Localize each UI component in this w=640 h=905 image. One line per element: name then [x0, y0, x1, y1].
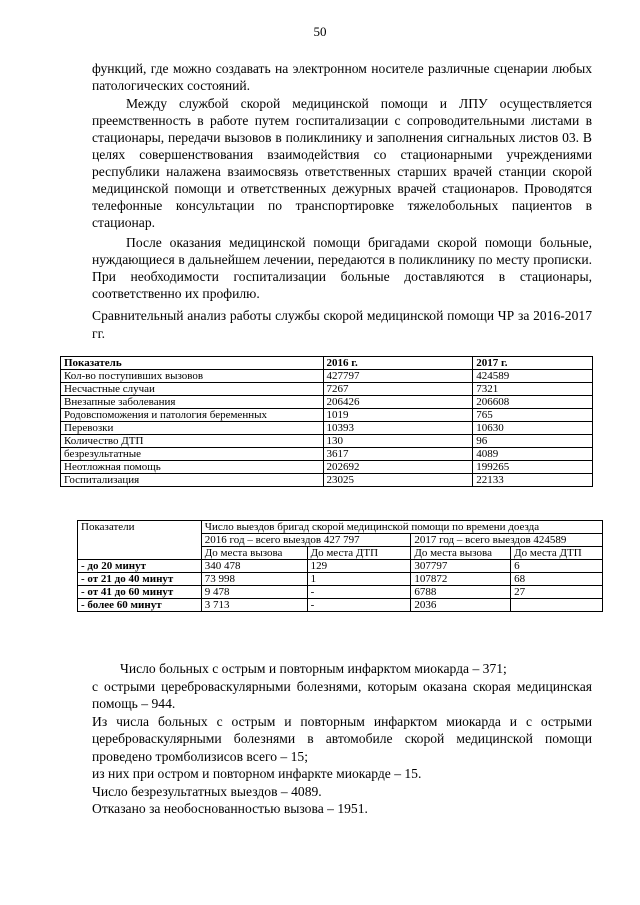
summary-line: Число больных с острым и повторным инфарктом миокарда – 371; [120, 661, 507, 676]
table-cell: - до 20 минут [78, 560, 202, 573]
table-row [61, 435, 593, 448]
summary-line: с острыми цереброваскулярными болезнями, которым оказана скорая медицинская помощь – 944. [92, 678, 592, 711]
table-header-cell: 2016 г. [323, 357, 473, 370]
table-cell: 206426 [323, 396, 473, 409]
table-cell: Госпитализация [61, 474, 324, 487]
summary-line: Число безрезультатных выездов – 4089. [92, 783, 322, 799]
table-cell: 10393 [323, 422, 473, 435]
table-row [61, 409, 593, 422]
summary-block [92, 660, 592, 818]
table-cell: 107872 [411, 573, 511, 586]
table-cell: 10630 [473, 422, 593, 435]
comparison-heading: Сравнительный анализ работы службы скорой медицинской помощи ЧР за 2016-2017 гг. [92, 308, 592, 341]
table-row [61, 448, 593, 461]
table-cell [511, 599, 603, 612]
table-row [61, 474, 593, 487]
table-row [78, 586, 603, 599]
paragraph-after-care: После оказания медицинской помощи бригадами скорой помощи больные, нуждающиеся в дальнейшем лечении, передаются в поликлинику по месту прописки. При необходимости госпитализации больные доставляются в стационары, соответственно их профилю. [92, 235, 592, 301]
table-cell: 7321 [473, 383, 593, 396]
table-cell: - более 60 минут [78, 599, 202, 612]
table-cell: 2036 [411, 599, 511, 612]
table-cell: 3617 [323, 448, 473, 461]
table-cell: Неотложная помощь [61, 461, 324, 474]
table-cell: 6788 [411, 586, 511, 599]
table-row [78, 560, 603, 573]
table-cell: 9 478 [201, 586, 307, 599]
table-cell: Кол-во поступивших вызовов [61, 370, 324, 383]
table-cell: 1 [307, 573, 411, 586]
table-header-cell: 2017 г. [473, 357, 593, 370]
table-header-cell: До места ДТП [307, 547, 411, 560]
table-cell: - [307, 586, 411, 599]
table-cell: 68 [511, 573, 603, 586]
table-cell: 22133 [473, 474, 593, 487]
table-cell: 307797 [411, 560, 511, 573]
paragraph-continuity: Между службой скорой медицинской помощи и ЛПУ осуществляется преемственность в работе путем госпитализации с сопроводительными листами в стационары, передачи вызовов в поликлинику и заполнения сигнальных листов 03. В целях совершенствования взаимодействия со стационарными учреждениями республики налажена взаимосвязь ответственных старших врачей станции скорой медицинской помощи и ответственных дежурных врачей стационаров. Проводятся телефонные консультации по транспортировке тяжелобольных пациентов в стационар. [92, 96, 592, 230]
table-cell: 340 478 [201, 560, 307, 573]
table-header-cell: Показатели [78, 521, 202, 560]
table-cell: безрезультатные [61, 448, 324, 461]
page-number: 50 [313, 24, 327, 39]
table-header-cell: До места ДТП [511, 547, 603, 560]
table-cell: 96 [473, 435, 593, 448]
table-cell: Перевозки [61, 422, 324, 435]
table-row [78, 573, 603, 586]
table-cell: Родовспоможения и патология беременных [61, 409, 324, 422]
table-cell: 765 [473, 409, 593, 422]
table-row [61, 370, 593, 383]
table-cell: 23025 [323, 474, 473, 487]
table-cell: 202692 [323, 461, 473, 474]
table-row [61, 396, 593, 409]
table-cell: 4089 [473, 448, 593, 461]
table-header-cell: 2017 год – всего выездов 424589 [411, 534, 603, 547]
table-cell: Количество ДТП [61, 435, 324, 448]
table-cell: 427797 [323, 370, 473, 383]
summary-line: Из числа больных с острым и повторным инфарктом миокарда и с острыми цереброваскулярными болезнями в автомобиле скорой медицинской помощи проведено тромболизисов всего – 15; [92, 713, 592, 764]
table-row [61, 461, 593, 474]
table-cell: - [307, 599, 411, 612]
table-header-cell: До места вызова [201, 547, 307, 560]
table-header-cell: 2016 год – всего выездов 427 797 [201, 534, 411, 547]
table-cell: 27 [511, 586, 603, 599]
table-row [61, 422, 593, 435]
table-cell: 7267 [323, 383, 473, 396]
table-header-row [61, 357, 593, 370]
summary-line: из них при остром и повторном инфаркте миокарде – 15. [92, 766, 422, 781]
table-cell: 130 [323, 435, 473, 448]
table-cell: 424589 [473, 370, 593, 383]
table-header-cell: До места вызова [411, 547, 511, 560]
table-header-row [78, 521, 603, 534]
table-row [61, 383, 593, 396]
table-row [78, 599, 603, 612]
response-time-table [77, 520, 603, 612]
table-cell: 129 [307, 560, 411, 573]
table-cell: 73 998 [201, 573, 307, 586]
table-header-cell: Показатель [61, 357, 324, 370]
indicators-table [60, 356, 593, 487]
table-cell: - от 41 до 60 минут [78, 586, 202, 599]
table-header-cell: Число выездов бригад скорой медицинской помощи по времени доезда [201, 521, 602, 534]
table-cell: 3 713 [201, 599, 307, 612]
paragraph-intro: функций, где можно создавать на электронном носителе различные сценарии любых патологических состояний. [92, 61, 592, 93]
table-cell: 199265 [473, 461, 593, 474]
table-cell: - от 21 до 40 минут [78, 573, 202, 586]
table-cell: 1019 [323, 409, 473, 422]
table-cell: Внезапные заболевания [61, 396, 324, 409]
summary-line: Отказано за необоснованностью вызова – 1951. [92, 801, 368, 816]
table-cell: Несчастные случаи [61, 383, 324, 396]
table-cell: 206608 [473, 396, 593, 409]
table-cell: 6 [511, 560, 603, 573]
